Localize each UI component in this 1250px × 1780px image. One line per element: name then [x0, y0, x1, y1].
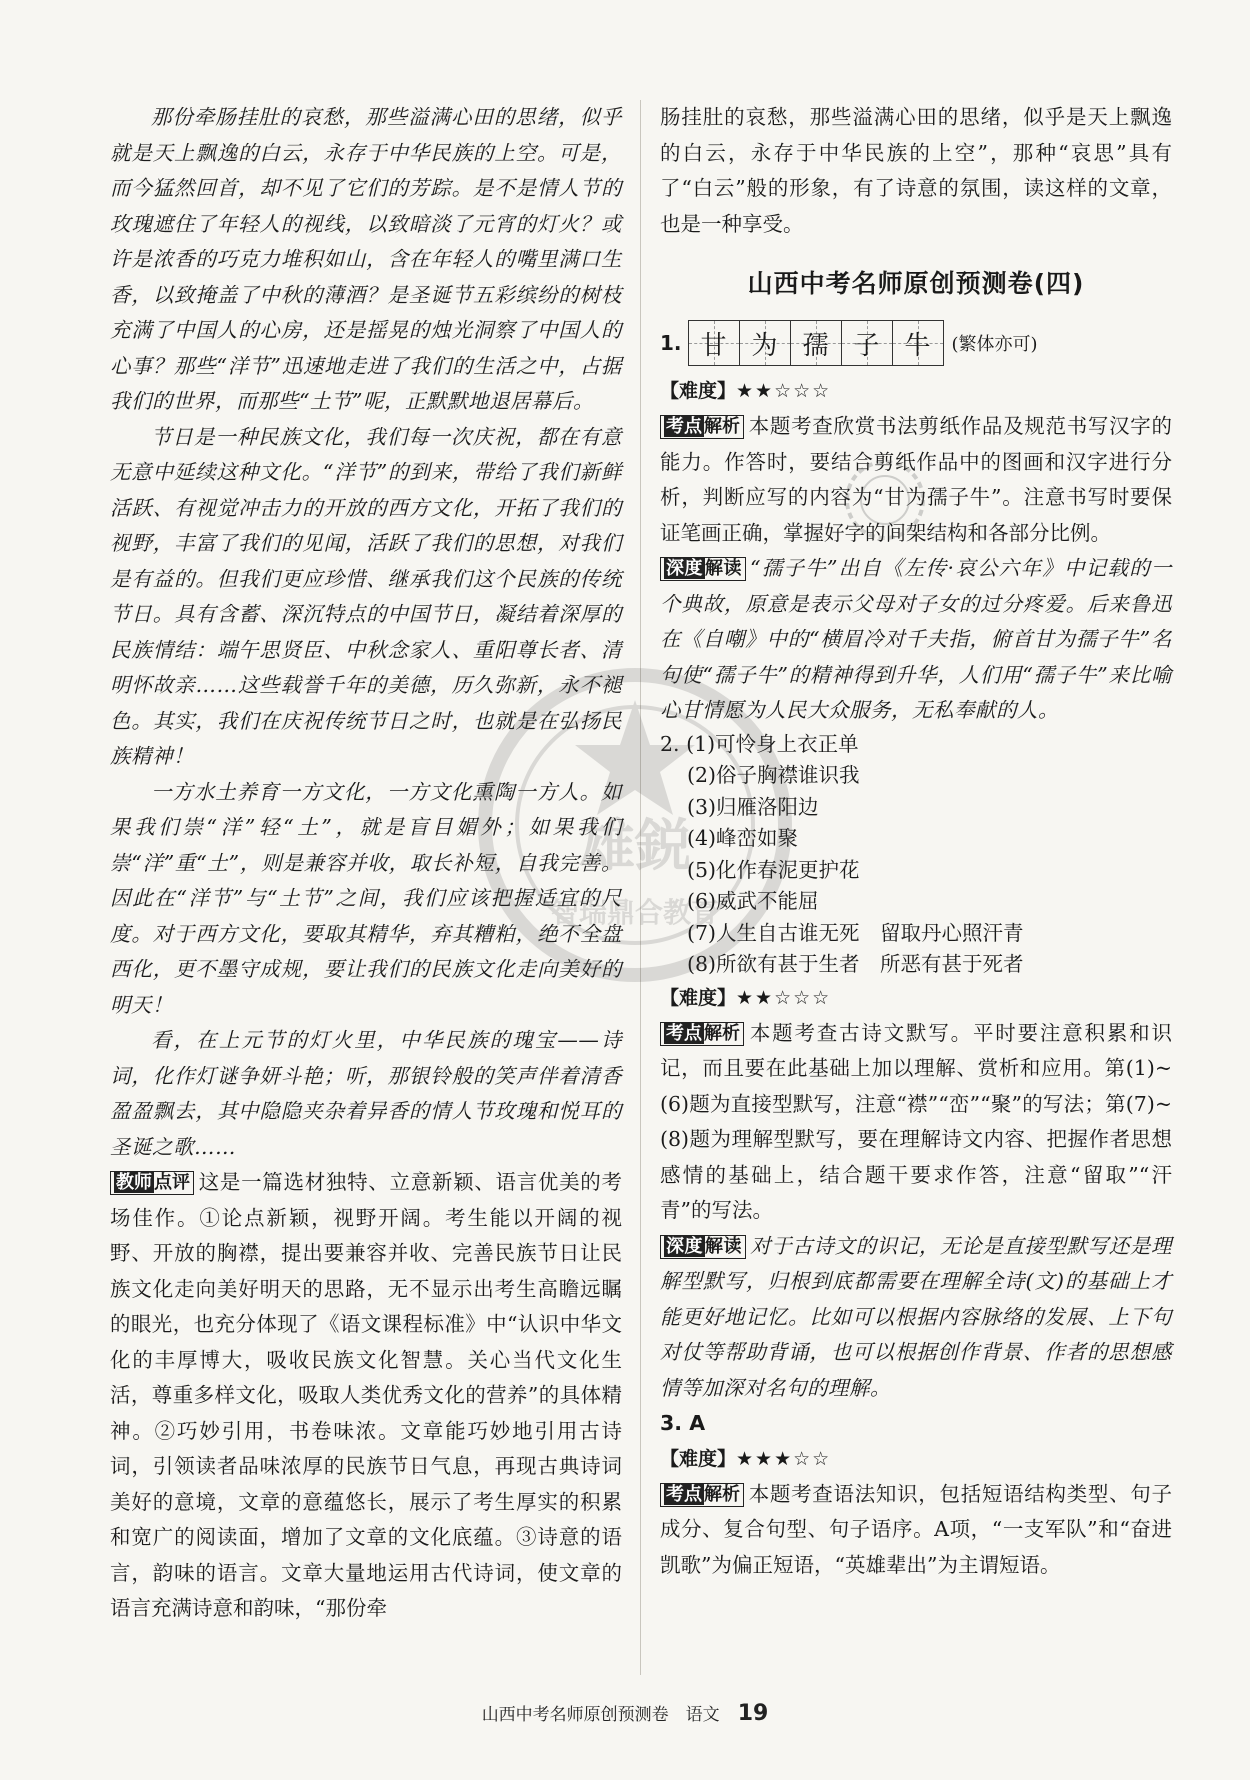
q1-deep-reading: 深度 解读 “孺子牛”出自《左传·哀公六年》中记载的一个典故，原意是表示父母对子女的过分疼爱。后来鲁迅在《自嘲》中的“横眉冷对千夫指，俯首甘为孺子牛”名句使“孺子牛”的精神得到升华，人们用“孺子牛”来比喻心甘情愿为人民大众服务，无私奉献的人。 — [660, 556, 1172, 722]
q1-analysis: 考点 解析 本题考查欣赏书法剪纸作品及规范书写汉字的能力。作答时，要结合剪纸作品中的图画和汉字进行分析，判断应写的内容为“甘为孺子牛”。注意书写时要保证笔画正确，掌握好字的间架结构和各部分比例。 — [660, 414, 1172, 545]
tianzi-grid — [688, 320, 944, 366]
essay-paragraph: 那份牵肠挂肚的哀愁，那些溢满心田的思绪，似乎就是天上飘逸的白云，永存于中华民族的上空。可是，而今猛然回首，却不见了它们的芳踪。是不是情人节的玫瑰遮住了年轻人的视线，以致暗淡了元宵的灯火？或许是浓香的巧克力堆积如山，含在年轻人的嘴里满口生香，以致掩盖了中秋的薄酒？是圣诞节五彩缤纷的树枝充满了中国人的心房，还是摇晃的烛光洞察了中国人的心事？那些“洋节”迅速地走进了我们的生活之中，占据我们的世界，而那些“土节”呢，正默默地退居幕后。 — [110, 105, 622, 413]
q1-number: 1. — [660, 331, 682, 355]
grid-cell: 甘 — [689, 321, 739, 365]
grid-cell: 子 — [841, 321, 892, 365]
teacher-comment-tag: 教师 点评 — [110, 1171, 194, 1195]
analysis-tag: 考点 解析 — [660, 1022, 744, 1046]
answer-line: (6)威武不能屈 — [687, 889, 819, 913]
essay-paragraph: 节日是一种民族文化，我们每一次庆祝，都在有意无意中延续这种文化。“洋节”的到来，带给了我们新鲜活跃、有视觉冲击力的开放的西方文化，开拓了我们的视野，丰富了我们的见闻，活跃了我们的思想，对我们是有益的。但我们更应珍惜、继承我们这个民族的传统节日。具有含蓄、深沉特点的中国节日，凝结着深厚的民族情结：端午思贤臣、中秋念家人、重阳尊长者、清明怀故亲……这些载誉千年的美德，历久弥新，永不褪色。其实，我们在庆祝传统节日之时，也就是在弘扬民族精神！ — [110, 424, 622, 768]
answer-line: (4)峰峦如聚 — [687, 826, 799, 850]
q3-answer: 3. A — [660, 1411, 706, 1435]
footer-book-title: 山西中考名师原创预测卷 语文 — [481, 1705, 720, 1725]
answer-line: (8)所欲有甚于生者 所恶有甚于死者 — [687, 952, 1024, 976]
grid-cell: 牛 — [892, 321, 943, 365]
essay-paragraph: 看，在上元节的灯火里，中华民族的瑰宝——诗词，化作灯谜争妍斗艳；听，那银铃般的笑声伴着清香盈盈飘去，其中隐隐夹杂着异香的情人节玫瑰和悦耳的圣诞之歌…… — [110, 1028, 622, 1159]
right-column — [660, 100, 1172, 1583]
q2-deep-reading: 深度 解读 对于古诗文的识记，无论是直接型默写还是理解型默写，归根到底都需要在理解全诗(文)的基础上才能更好地记忆。比如可以根据内容脉络的发展、上下句对仗等帮助背诵，也可以根据创作背景、作者的思想感情等加深对名句的理解。 — [660, 1233, 1172, 1400]
teacher-comment — [110, 1165, 622, 1627]
column-divider — [640, 100, 641, 1675]
answer-line: (2)俗子胸襟谁识我 — [687, 763, 860, 787]
star-rating: ★★☆☆☆ — [736, 986, 832, 1009]
star-rating: ★★☆☆☆ — [736, 380, 832, 402]
watermark-subtext: 智瑞鼎合教育 — [550, 896, 720, 929]
page-footer — [0, 1700, 1250, 1726]
section-title: 山西中考名师原创预测卷(四) — [747, 269, 1085, 298]
page-number: 19 — [737, 1701, 769, 1726]
grid-cell: 孺 — [790, 321, 841, 365]
analysis-tag: 考点 解析 — [660, 1483, 744, 1507]
q2-difficulty: 【难度】★★☆☆☆ — [660, 986, 832, 1009]
essay-paragraph: 一方水土养育一方文化，一方文化熏陶一方人。如果我们崇“洋”轻“土”，就是盲目媚外；如果我们崇“洋”重“土”，则是兼容并收，取长补短，自我完善。因此在“洋节”与“土节”之间，我们应该把握适宜的尺度。对于西方文化，要取其精华，弃其糟粕，绝不全盘西化，更不墨守成规，要让我们的民族文化走向美好的明天！ — [110, 779, 622, 1017]
q1-answer-grid — [660, 320, 1172, 366]
q3-difficulty: 【难度】★★★☆☆ — [660, 1447, 832, 1470]
star-rating: ★★★☆☆ — [736, 1447, 832, 1470]
left-column — [110, 100, 622, 1627]
q1-note: (繁体亦可) — [951, 334, 1038, 355]
q3-analysis: 考点 解析 本题考查语法知识，包括短语结构类型、句子成分、复合句型、句子语序。A项，“一支军队”和“奋进凯歌”为偏正短语，“英雄辈出”为主谓短语。 — [660, 1481, 1172, 1577]
q2-answer-list — [660, 729, 1172, 981]
watermark-text: 雄鋭 — [579, 814, 691, 879]
answer-line: (3)归雁洛阳边 — [687, 794, 819, 819]
deep-reading-tag: 深度 解读 — [660, 557, 746, 581]
q2-analysis: 考点 解析 本题考查古诗文默写。平时要注意积累和识记，而且要在此基础上加以理解、赏析和应用。第(1)~(6)题为直接型默写，注意“襟”“峦”“聚”的写法；第(7)~(8)题为理解型默写，要在理解诗文内容、把握作者思想感情的基础上，结合题干要求作答，注意“留取”“汗青”的写法。 — [660, 1020, 1172, 1222]
deep-reading-tag: 深度 解读 — [660, 1235, 746, 1259]
grid-cell: 为 — [739, 321, 790, 365]
comment-continuation: 肠挂肚的哀愁，那些溢满心田的思绪，似乎是天上飘逸的白云，永存于中华民族的上空”，那种“哀思”具有了“白云”般的形象，有了诗意的氛围，读这样的文章，也是一种享受。 — [660, 105, 1172, 236]
answer-line: 2. (1)可怜身上衣正单 — [660, 731, 859, 756]
answer-line: (5)化作春泥更护花 — [687, 857, 860, 882]
answer-line: (7)人生自古谁无死 留取丹心照汗青 — [687, 920, 1024, 945]
analysis-tag: 考点 解析 — [660, 415, 744, 439]
teacher-comment-text: 这是一篇选材独特、立意新颖、语言优美的考场佳作。①论点新颖，视野开阔。考生能以开阔的视野、开放的胸襟，提出要兼容并收、完善民族节日让民族文化走向美好明天的思路，无不显示出考生高瞻远瞩的眼光，也充分体现了《语文课程标准》中“认识中华文化的丰厚博大，吸收民族文化智慧。关心当代文化生活，尊重多样文化，吸取人类优秀文化的营养”的具体精神。②巧妙引用，书卷味浓。文章能巧妙地引用古诗词，引领读者品味浓厚的民族节日气息，再现古典诗词美好的意境，文章的意蕴悠长，展示了考生厚实的积累和宽广的阅读面，增加了文章的文化底蕴。③诗意的语言，韵味的语言。文章大量地运用古代诗词，使文章的语言充满诗意和韵味，“那份牵 — [110, 1170, 622, 1620]
q1-difficulty: 【难度】★★☆☆☆ — [660, 380, 832, 402]
